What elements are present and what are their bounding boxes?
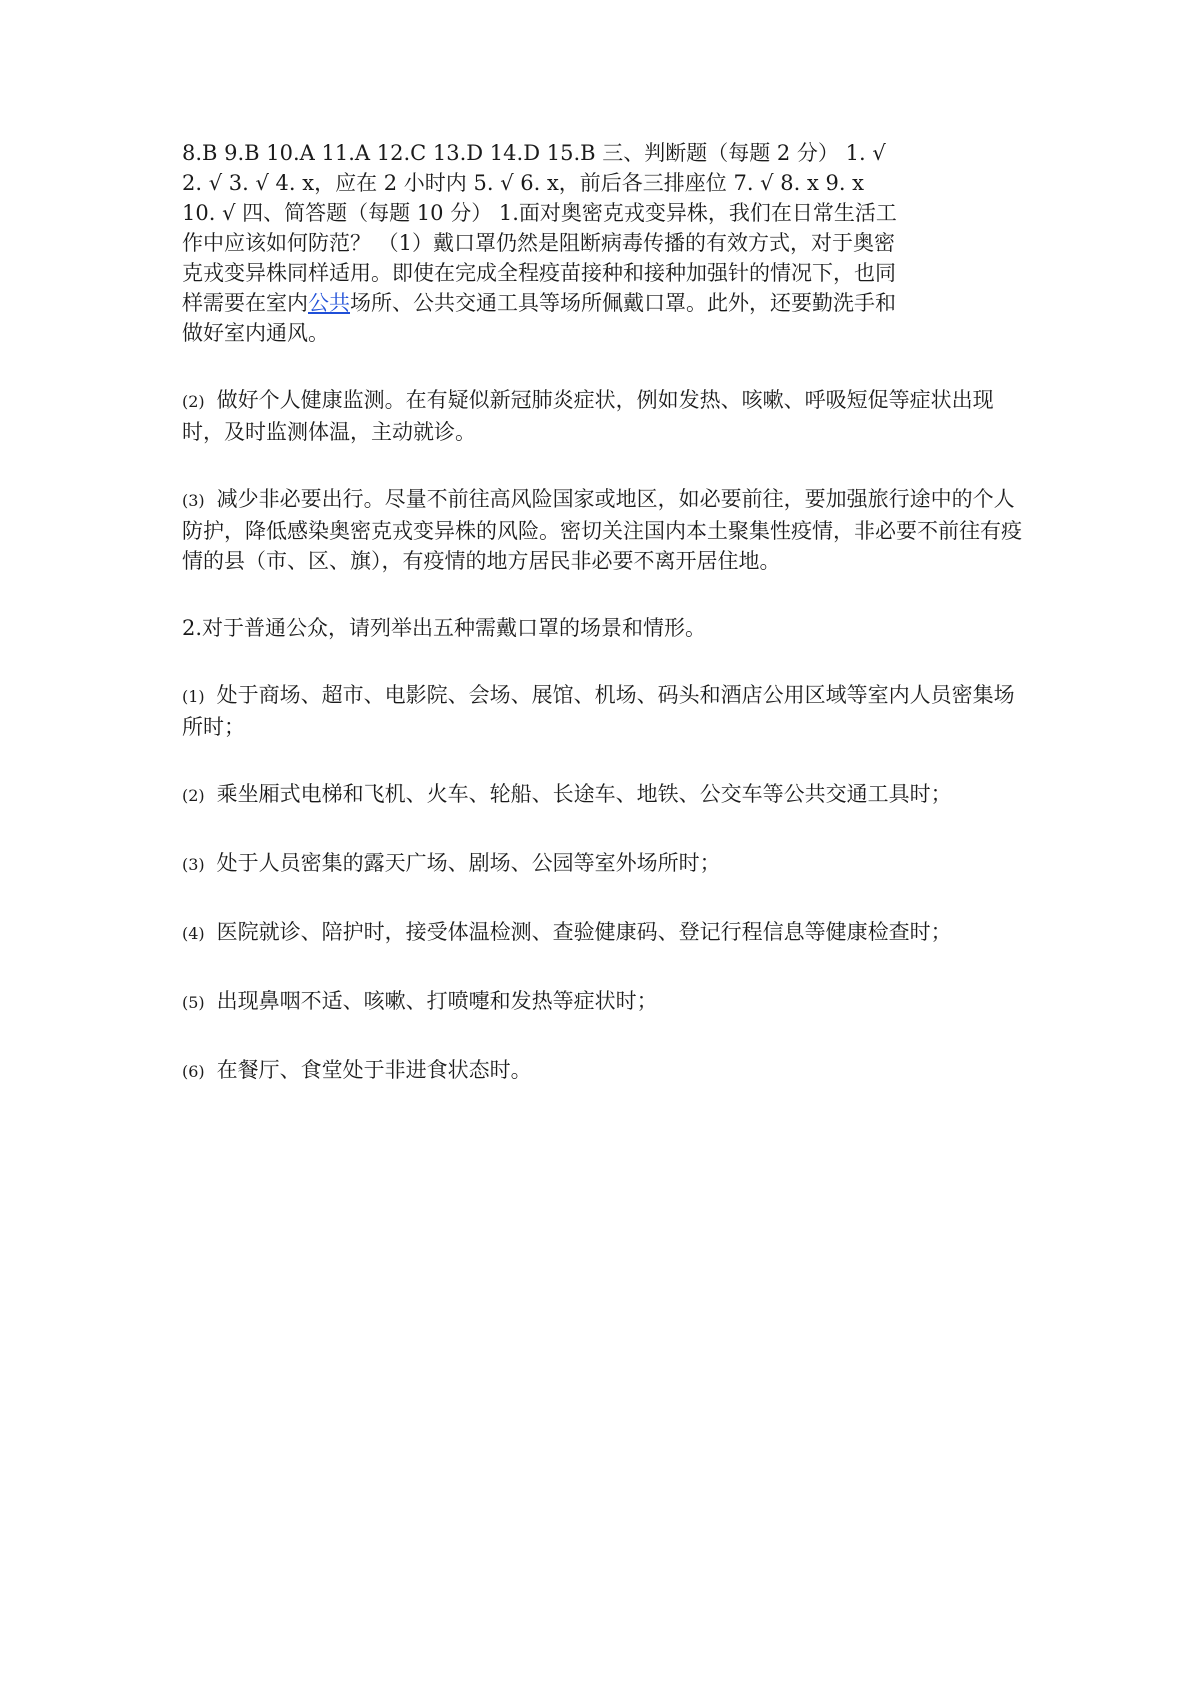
text-line: 作中应该如何防范？ （1）戴口罩仍然是阻断病毒传播的有效方式，对于奥密 — [182, 231, 896, 255]
point-number: (3) — [182, 491, 205, 510]
list-item — [182, 779, 1022, 811]
text-line — [182, 288, 1022, 318]
list-item — [182, 848, 1022, 880]
answer-point-3 — [182, 484, 1022, 576]
text-segment: 样需要在室内 — [182, 291, 308, 315]
point-number: (2) — [182, 392, 205, 411]
list-item — [182, 680, 1022, 742]
item-number: (4) — [182, 924, 205, 943]
list-item — [182, 986, 1022, 1018]
text-line: 10. √ 四、简答题（每题 10 分） 1.面对奥密克戎变异株，我们在日常生活工 — [182, 201, 897, 225]
item-text: 处于人员密集的露天广场、剧场、公园等室外场所时； — [216, 851, 721, 875]
item-number: (6) — [182, 1062, 205, 1081]
item-text: 医院就诊、陪护时，接受体温检测、查验健康码、登记行程信息等健康检查时； — [216, 920, 952, 944]
item-text: 处于商场、超市、电影院、会场、展馆、机场、码头和酒店公用区域等室内人员密集场所时； — [182, 683, 1015, 739]
text-line: 8.B 9.B 10.A 11.A 12.C 13.D 14.D 15.B 三、判断题（每题 2 分） 1. √ — [182, 141, 886, 165]
item-number: (1) — [182, 687, 205, 706]
list-item — [182, 1055, 1022, 1087]
answer-point-2 — [182, 385, 1022, 447]
item-number: (3) — [182, 855, 205, 874]
item-text: 在餐厅、食堂处于非进食状态时。 — [216, 1058, 532, 1082]
question-2: 2.对于普通公众，请列举出五种需戴口罩的场景和情形。 — [182, 616, 707, 640]
document-body — [182, 138, 1022, 1087]
public-link[interactable]: 公共 — [308, 291, 350, 315]
list-item — [182, 917, 1022, 949]
item-number: (5) — [182, 993, 205, 1012]
text-segment: 场所、公共交通工具等场所佩戴口罩。此外，还要勤洗手和 — [350, 291, 896, 315]
item-text: 出现鼻咽不适、咳嗽、打喷嚏和发热等症状时； — [216, 989, 658, 1013]
text-line: 克戎变异株同样适用。即使在完成全程疫苗接种和接种加强针的情况下，也同 — [182, 261, 896, 285]
answer-block — [182, 138, 1022, 348]
text-line: 2. √ 3. √ 4. x，应在 2 小时内 5. √ 6. x，前后各三排座位 7. √ 8. x 9. x — [182, 171, 865, 195]
point-text: 减少非必要出行。尽量不前往高风险国家或地区，如必要前往，要加强旅行途中的个人防护，降低感染奥密克戎变异株的风险。密切关注国内本土聚集性疫情，非必要不前往有疫情的县（市、区、旗），有疫情的地方居民非必要不离开居住地。 — [182, 487, 1022, 573]
item-number: (2) — [182, 786, 205, 805]
text-line: 做好室内通风。 — [182, 321, 329, 345]
point-text: 做好个人健康监测。在有疑似新冠肺炎症状，例如发热、咳嗽、呼吸短促等症状出现时，及时监测体温，主动就诊。 — [182, 388, 994, 444]
item-text: 乘坐厢式电梯和飞机、火车、轮船、长途车、地铁、公交车等公共交通工具时； — [216, 782, 952, 806]
